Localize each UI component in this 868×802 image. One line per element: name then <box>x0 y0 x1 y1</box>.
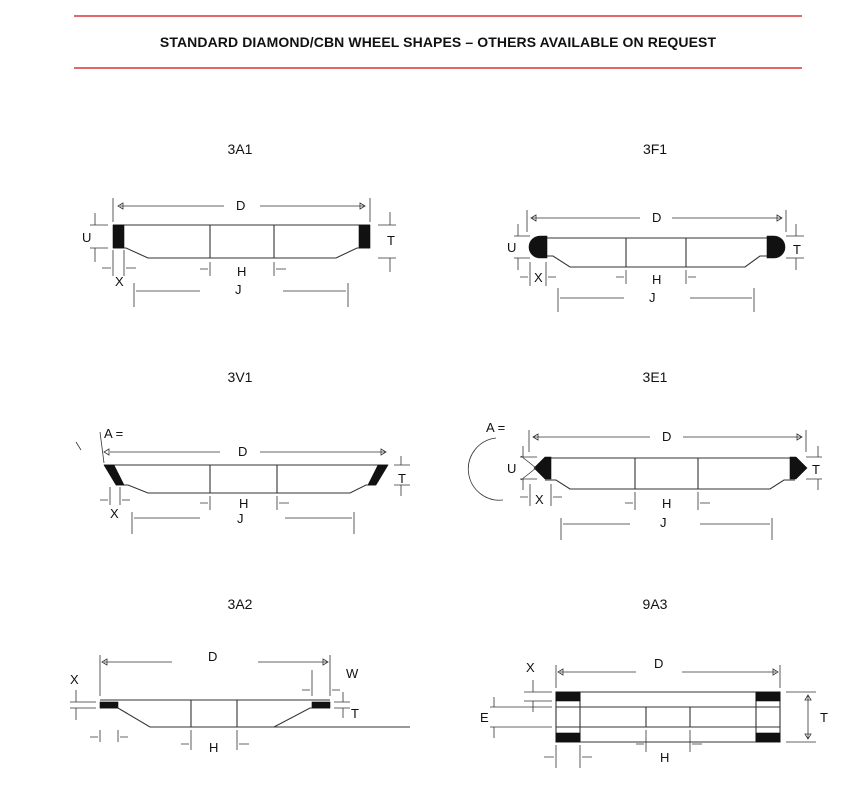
wheel-3e1-label-d: D <box>662 429 672 444</box>
wheel-3a2-label-w: W <box>346 666 359 681</box>
wheel-3e1-label-j: J <box>660 515 667 530</box>
wheel-3e1-label-h: H <box>662 496 672 511</box>
wheel-9a3-label-e: E <box>480 710 489 725</box>
wheel-3f1-label-h: H <box>652 272 662 287</box>
wheel-9a3-label-d: D <box>654 656 664 671</box>
wheel-3f1-label-x: X <box>534 270 543 285</box>
wheel-9a3-label-h: H <box>660 750 670 765</box>
shape-title-3e1: 3E1 <box>642 369 668 385</box>
wheel-3a1-label-x: X <box>115 274 124 289</box>
wheel-3a1-label-t: T <box>387 233 395 248</box>
wheel-3a2 <box>70 649 410 755</box>
wheel-3e1-abrasive-right <box>790 457 807 479</box>
wheel-3a1-label-d: D <box>236 198 246 213</box>
wheel-3a1-label-j: J <box>235 282 242 297</box>
wheel-9a3-dimension-lines <box>490 665 816 768</box>
wheel-9a3-abrasive-top-left <box>556 692 580 701</box>
wheel-3v1-label-t: T <box>398 471 406 486</box>
wheel-3f1-abrasive-right <box>767 236 785 258</box>
wheel-3e1-profile <box>545 458 795 489</box>
wheel-3f1-label-t: T <box>793 242 801 257</box>
wheel-3f1 <box>507 210 804 312</box>
wheel-3v1-label-d: D <box>238 444 248 459</box>
wheel-3v1-label-a: A = <box>104 426 124 441</box>
wheel-9a3-label-t: T <box>820 710 828 725</box>
shape-title-3v1: 3V1 <box>227 369 253 385</box>
wheel-9a3-label-x: X <box>526 660 535 675</box>
wheel-3a2-profile <box>100 700 410 727</box>
shape-title-9a3: 9A3 <box>642 596 668 612</box>
wheel-3f1-label-d: D <box>652 210 662 225</box>
wheel-3f1-label-j: J <box>649 290 656 305</box>
wheel-3v1-label-j: J <box>237 511 244 526</box>
wheel-3e1-abrasive-left <box>534 457 551 479</box>
wheel-3v1-profile <box>104 465 388 493</box>
wheel-9a3-abrasive-top-right <box>756 692 780 701</box>
wheel-3a1-label-u: U <box>82 230 92 245</box>
wheel-3e1-label-u: U <box>507 461 517 476</box>
wheel-3f1-label-u: U <box>507 240 517 255</box>
wheel-3a2-label-x: X <box>70 672 79 687</box>
wheel-3a2-abrasive-left <box>100 702 118 708</box>
wheel-3a2-label-h: H <box>209 740 219 755</box>
wheel-9a3-profile <box>556 692 780 742</box>
wheel-9a3-abrasive-bottom-left <box>556 733 580 742</box>
wheel-9a3-abrasive-bottom-right <box>756 733 780 742</box>
wheel-3a1-abrasive-right <box>359 225 370 248</box>
wheel-3e1-dimension-lines <box>468 430 822 540</box>
wheel-3a1-profile <box>113 225 370 258</box>
wheel-3e1 <box>468 420 822 540</box>
page-title: STANDARD DIAMOND/CBN WHEEL SHAPES – OTHERS AVAILABLE ON REQUEST <box>159 34 717 50</box>
wheel-3a2-label-d: D <box>208 649 218 664</box>
wheel-3a1-abrasive-left <box>113 225 124 248</box>
wheel-3f1-abrasive-left <box>529 236 547 258</box>
wheel-3a2-abrasive-right <box>312 702 330 708</box>
wheel-3f1-profile <box>540 238 774 267</box>
wheel-9a3 <box>480 656 828 768</box>
shape-title-3f1: 3F1 <box>642 141 668 157</box>
wheel-3e1-label-x: X <box>535 492 544 507</box>
wheel-3v1-label-h: H <box>239 496 249 511</box>
wheel-3v1-abrasive-left <box>104 465 124 485</box>
wheel-3e1-label-t: T <box>812 462 820 477</box>
wheel-3a1 <box>82 198 396 307</box>
wheel-3f1-dimension-lines <box>514 210 804 312</box>
wheel-3v1-label-x: X <box>110 506 119 521</box>
wheel-3a1-label-h: H <box>237 264 247 279</box>
wheel-3v1 <box>76 426 410 534</box>
wheel-3e1-label-a: A = <box>486 420 506 435</box>
shape-title-3a2: 3A2 <box>227 596 253 612</box>
shape-title-3a1: 3A1 <box>227 141 253 157</box>
wheel-3v1-abrasive-right <box>368 465 388 485</box>
wheel-3a2-label-t: T <box>351 706 359 721</box>
